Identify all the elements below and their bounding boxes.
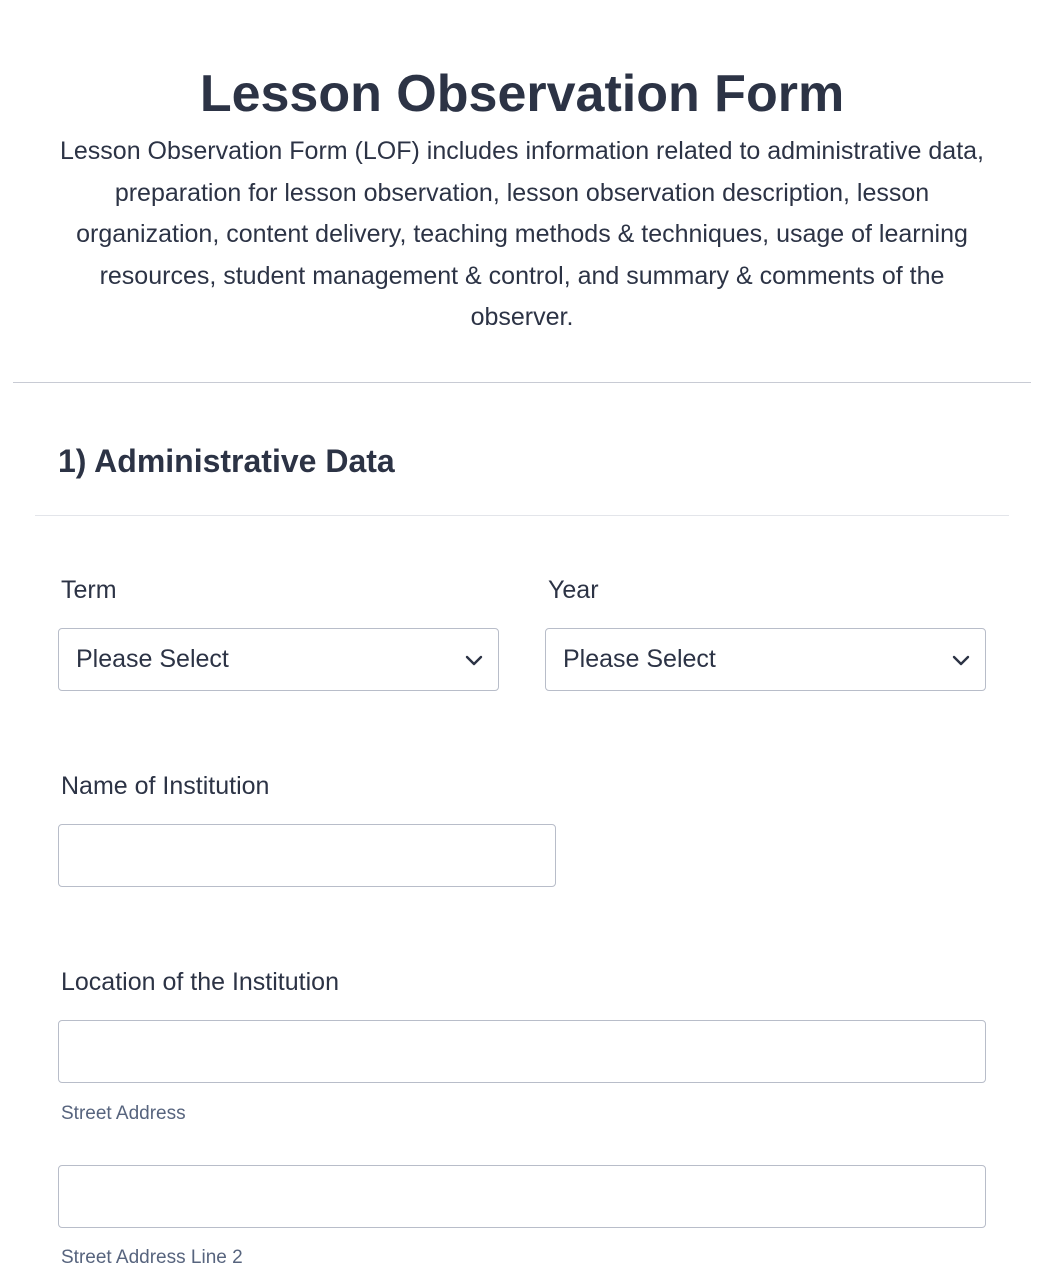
term-select-value: Please Select: [76, 645, 229, 673]
chevron-down-icon: [464, 650, 484, 670]
street-address-sublabel: Street Address: [61, 1103, 186, 1124]
street-address-line2-sublabel: Street Address Line 2: [61, 1247, 243, 1268]
term-label: Term: [61, 576, 117, 604]
section-divider: [35, 515, 1009, 516]
year-select[interactable]: [545, 628, 986, 691]
form-description: Lesson Observation Form (LOF) includes information related to administrative data, preparation for lesson observation, lesson observation description, lesson organization, content delivery, teaching methods & techniques, usage of learning resources, student management & control, and summary & comments of the observer.: [59, 137, 985, 331]
street-address-input[interactable]: [58, 1020, 986, 1083]
year-label: Year: [548, 576, 599, 604]
location-label: Location of the Institution: [61, 968, 339, 996]
street-address-line2-input[interactable]: [58, 1165, 986, 1228]
institution-name-label: Name of Institution: [61, 772, 270, 800]
institution-name-input[interactable]: [58, 824, 556, 887]
header-divider: [13, 382, 1031, 383]
term-select[interactable]: [58, 628, 499, 691]
chevron-down-icon: [951, 650, 971, 670]
form-title: Lesson Observation Form: [199, 65, 845, 123]
section-title: 1) Administrative Data: [58, 443, 395, 479]
year-select-value: Please Select: [563, 645, 716, 673]
